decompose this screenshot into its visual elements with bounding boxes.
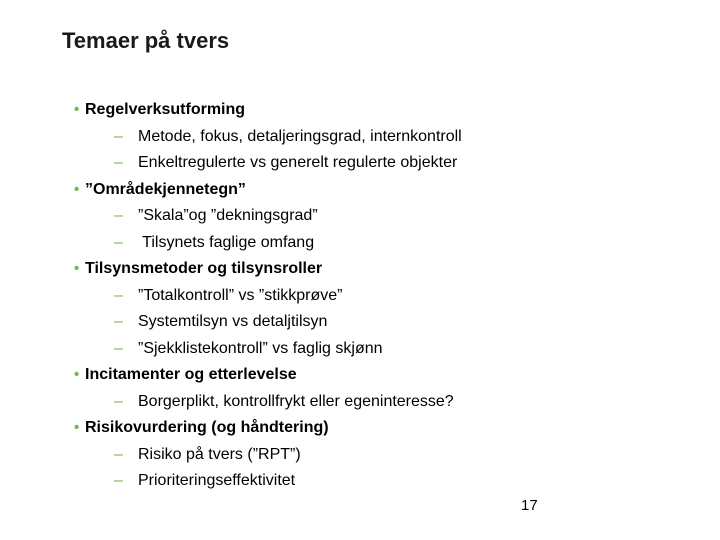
dash-icon: – [114,392,123,410]
bullet-text: ”Områdekjennetegn” [85,180,246,198]
sub-text: Systemtilsyn vs detaljtilsyn [138,313,328,330]
dash-icon: – [114,233,123,251]
sub-text: ”Sjekklistekontroll” vs faglig skjønn [138,339,383,357]
bullet-item [74,97,674,124]
dash-icon: – [114,313,123,330]
sub-text: Prioriteringseffektivitet [138,472,296,489]
sub-item [74,203,674,230]
sub-item [74,124,674,151]
sub-text: Risiko på tvers (”RPT”) [138,445,301,463]
slide-title: Temaer på tvers [62,28,230,53]
sub-item [74,283,674,310]
bullet-text: Tilsynsmetoder og tilsynsroller [85,260,323,277]
dash-icon: – [114,472,123,489]
bullet-text: Risikovurdering (og håndtering) [85,419,329,436]
sub-text: Tilsynets faglige omfang [138,233,315,251]
bullet-text: Incitamenter og etterlevelse [85,366,297,383]
dash-icon: – [114,154,123,171]
bullet-item [74,362,674,389]
dash-icon: – [114,445,123,463]
dash-icon: – [114,339,123,357]
sub-text: ”Totalkontroll” vs ”stikkprøve” [138,286,343,304]
bullet-item [74,256,674,283]
sub-item [74,150,674,177]
bullet-list [74,97,674,495]
sub-item [74,389,674,416]
sub-text: Borgerplikt, kontrollfrykt eller egeninteresse? [138,392,454,410]
bullet-icon: • [74,419,80,436]
bullet-text: Regelverksutforming [85,101,246,118]
sub-item [74,230,674,257]
bullet-icon: • [74,101,80,118]
dash-icon: – [114,286,123,304]
bullet-item [74,177,674,204]
sub-item [74,442,674,469]
sub-text: Enkeltregulerte vs generelt regulerte objekter [138,154,458,171]
bullet-item [74,415,674,442]
bullet-icon: • [74,180,80,198]
sub-item [74,309,674,336]
sub-text: Metode, fokus, detaljeringsgrad, internkontroll [138,127,462,145]
sub-item [74,468,674,495]
dash-icon: – [114,127,123,145]
sub-text: ”Skala”og ”dekningsgrad” [138,207,318,224]
bullet-icon: • [74,366,80,383]
sub-item [74,336,674,363]
page-number: 17 [521,497,538,514]
dash-icon: – [114,207,123,224]
bullet-icon: • [74,260,80,277]
